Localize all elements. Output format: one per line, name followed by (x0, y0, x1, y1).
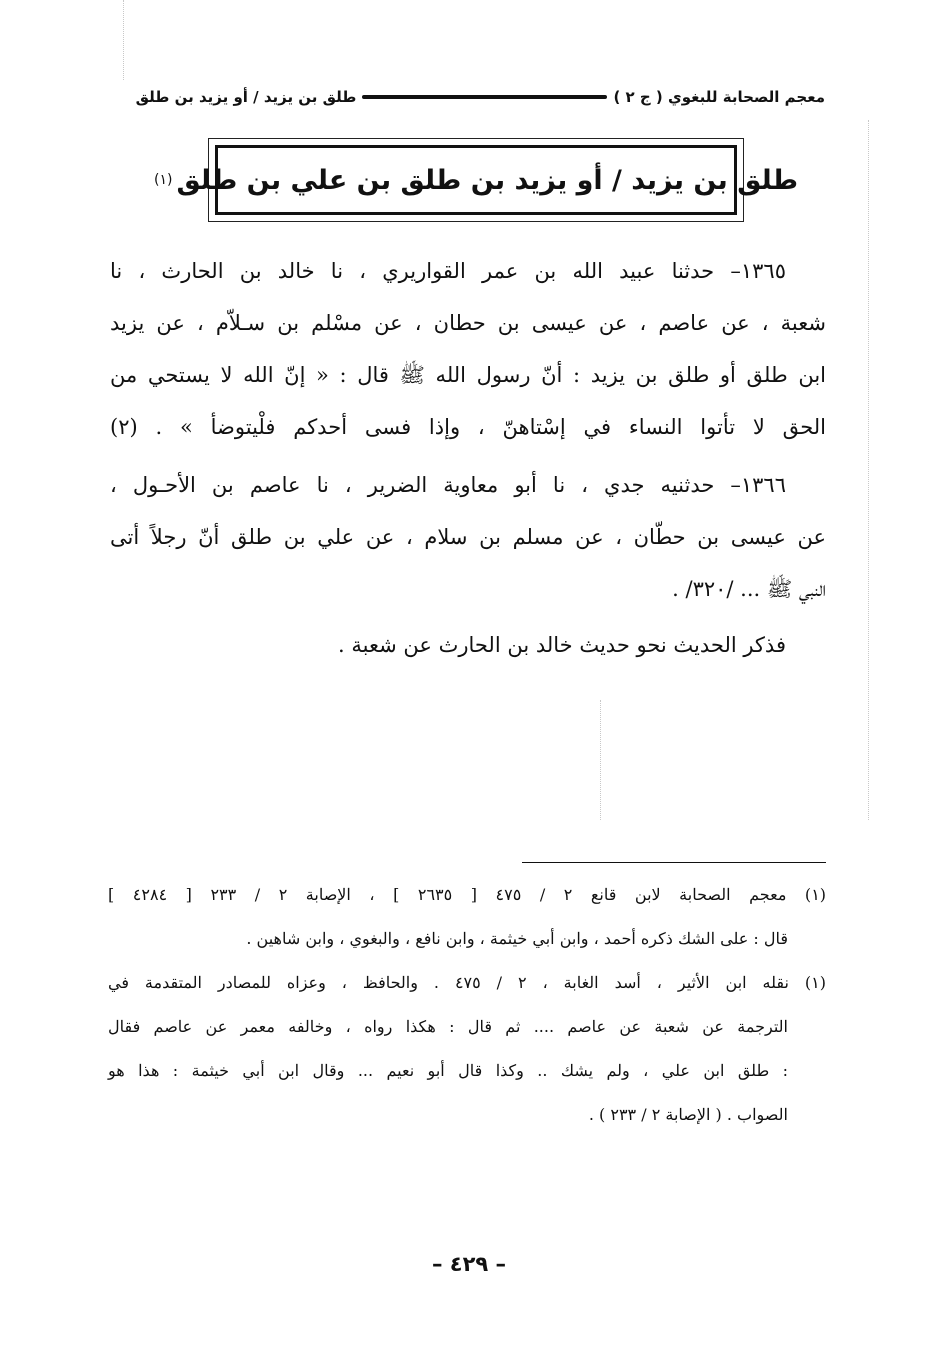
body-line: عن عيسى بن حطّان ، عن مسلم بن سلام ، عن علي بن طلق أنّ رجلاً أتى (110, 525, 826, 549)
body-line: فذكر الحديث نحو حديث خالد بن الحارث عن شعبة . (338, 633, 786, 657)
footnote-line: الصواب . ( الإصابة ٢ / ٢٣٣ ) . (588, 1105, 788, 1124)
body-line: ابن طلق أو طلق بن يزيد : أنّ رسول الله ﷺ قال : « إنّ الله لا يستحي من (110, 363, 826, 387)
entry-title-frame (154, 145, 798, 215)
body-line: النبي ﷺ ... /٣٢٠/ . (672, 577, 826, 601)
entry-title: طلق بن يزيد / أو يزيد بن طلق بن علي بن طلق (176, 164, 798, 196)
scan-artifact (123, 0, 124, 80)
body-line: ١٣٦٥– حدثنا عبيد الله بن عمر القواريري ، نا خالد بن الحارث ، نا (110, 259, 786, 283)
header-rule (362, 95, 607, 99)
scan-artifact (868, 120, 869, 820)
title-footnote-ref: (١) (154, 172, 173, 188)
body-line: شعبة ، عن عاصم ، عن عيسى بن حطان ، عن مسْلم بن سـلاّم ، عن يزيد (110, 311, 826, 335)
footnote-line: (١) نقله ابن الأثير ، أسد الغابة ، ٢ / ٤٧٥ . والحافظ ، وعزاه للمصادر المتقدمة في (108, 973, 826, 992)
entry-title-box (154, 138, 798, 222)
footnote-line: : طلق ابن علي ، ولم يشك .. وكذا قال أبو نعيم ... وقال ابن أبي خيثمة : هذا هو (108, 1061, 788, 1080)
header-entry-title: طلق بن يزيد / أو يزيد بن طلق (135, 88, 357, 106)
running-header (125, 84, 825, 110)
body-line: الحق لا تأتوا النساء في إسْتاهنّ ، وإذا فسى أحدكم فلْيتوضأ » . (٢) (110, 415, 826, 439)
footnote-line: قال : على الشك ذكره أحمد ، وابن أبي خيثمة ، وابن نافع ، والبغوي ، وابن شاهين . (246, 929, 788, 948)
footnote-line: (١) معجم الصحابة لابن قانع ٢ / ٤٧٥ [ ٢٦٣٥ ] ، الإصابة ٢ / ٢٣٣ [ ٤٢٨٤ ] (108, 885, 827, 904)
page-number: – ٤٢٩ – (431, 1252, 507, 1276)
footnote-separator (522, 862, 826, 863)
header-book-title: معجم الصحابة للبغوي ( ج ٢ ) (613, 88, 825, 106)
body-line: ١٣٦٦– حدثنيه جدي ، نا أبو معاوية الضرير ، نا عاصم بن الأحـول ، (110, 473, 786, 497)
scan-artifact (600, 700, 601, 820)
footnote-line: الترجمة عن شعبة عن عاصم .... ثم قال : هكذا رواه ، وخالفه معمر عن عاصم فقال (108, 1017, 788, 1036)
